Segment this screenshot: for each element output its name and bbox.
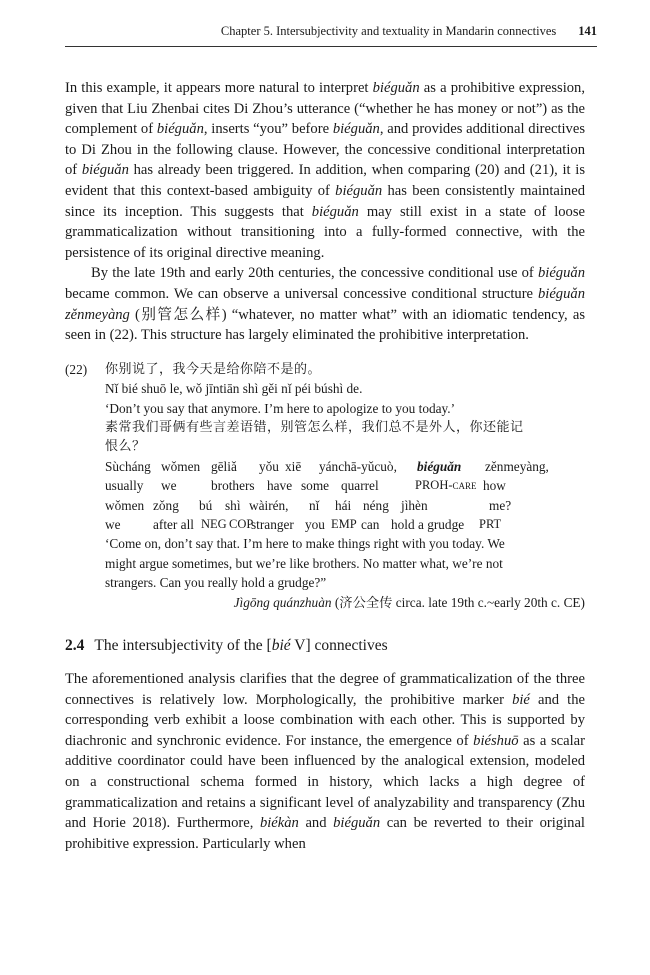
example-pinyin-1: Nǐ bié shuō le, wǒ jīntiān shì gěi nǐ péi búshì de. — [105, 381, 363, 397]
example-translation-1: ‘Don’t you say that anymore. I’m here to apologize to you today.’ — [105, 400, 456, 416]
example-chinese-2a: 素常我们哥俩有些言差语错，别管怎么样，我们总不是外人，你还能记 — [105, 419, 524, 435]
paragraph-2: By the late 19th and early 20th centuries, the concessive conditional use of biéguǎn became common. We can observe a universal concessive conditional structure biéguǎn zěnmeyàng (别管怎么样) “whatever, no matter what” with an idiomatic tendency, as seen in (22). This structure has largely eliminated the prohibitive interpretation. — [65, 265, 585, 344]
header-rule — [65, 46, 597, 47]
running-head — [65, 24, 597, 39]
example-chinese-1: 你别说了，我今天是给你陪不是的。 — [105, 361, 322, 377]
gloss-row-1: usually we brothers have some quarrel PROH-care how — [105, 478, 506, 494]
interlinear-row-2: wǒmen zǒng bú shì wàirén, nǐ hái néng jìhèn me? — [105, 497, 512, 513]
interlinear-row-1: Sùcháng wǒmen gēliǎ yǒu xiē yánchā-yǔcuò, biéguǎn zěnmeyàng, — [105, 458, 549, 474]
example-chinese-2b: 恨么？ — [105, 439, 146, 455]
example-source: Jìgōng quánzhuàn (济公全传 circa. late 19th c.~early 20th c. CE) — [233, 594, 585, 610]
section-heading: 2.4 The intersubjectivity of the [bié V] connectives — [65, 637, 388, 654]
example-translation-2c: strangers. Can you really hold a grudge?” — [105, 575, 327, 591]
page-number: 141 — [578, 24, 597, 38]
example-translation-2b: might argue sometimes, but we’re like brothers. No matter what, we’re not — [105, 555, 503, 571]
paragraph-3: The aforementioned analysis clarifies that the degree of grammaticalization of the three connectives is relatively low. Morphologically, the prohibitive marker bié and the corresponding verb exhibit a loose combination with each other. This is supported by diachronic and synchronic evidence. For instance, the emergence of biéshuō as a scalar additive coordinator could have been influenced by the analogical extension, modeled on a constructional schema formed in history, which lacks a high degree of grammaticalization and retains a significant level of analyzability and transparency (Zhu and Horie 2018). Furthermore, biékàn and biéguǎn can be reverted to their original prohibitive expression. Particularly when — [65, 671, 585, 852]
example-number: (22) — [65, 361, 88, 377]
page-body — [65, 78, 585, 854]
example-translation-2a: ‘Come on, don’t say that. I’m here to make things right with you today. We — [105, 536, 505, 552]
paragraph-1: In this example, it appears more natural to interpret biéguǎn as a prohibitive expression, given that Liu Zhenbai cites Di Zhou’s utterance (“whether he has money or not”) as the complement of biéguǎn, inserts “you” before biéguǎn, and provides additional directives to Di Zhou in the following clause. However, the concessive conditional interpretation of biéguǎn has already been triggered. In addition, when comparing (20) and (21), it is evident that this context-based ambiguity of biéguǎn has been consistently maintained since its inception. This suggests that biéguǎn may still exist in a state of loose grammaticalization without transitioning into a fully-formed connective, with the persistence of its original directive meaning. — [65, 80, 586, 261]
gloss-row-2: we after all NEG COP stranger you EMP can hold a grudge PRT — [105, 516, 502, 532]
section-number: 2.4 — [65, 637, 85, 654]
running-head-title: Chapter 5. Intersubjectivity and textuality in Mandarin connectives — [220, 24, 557, 38]
example-22 — [65, 360, 585, 612]
